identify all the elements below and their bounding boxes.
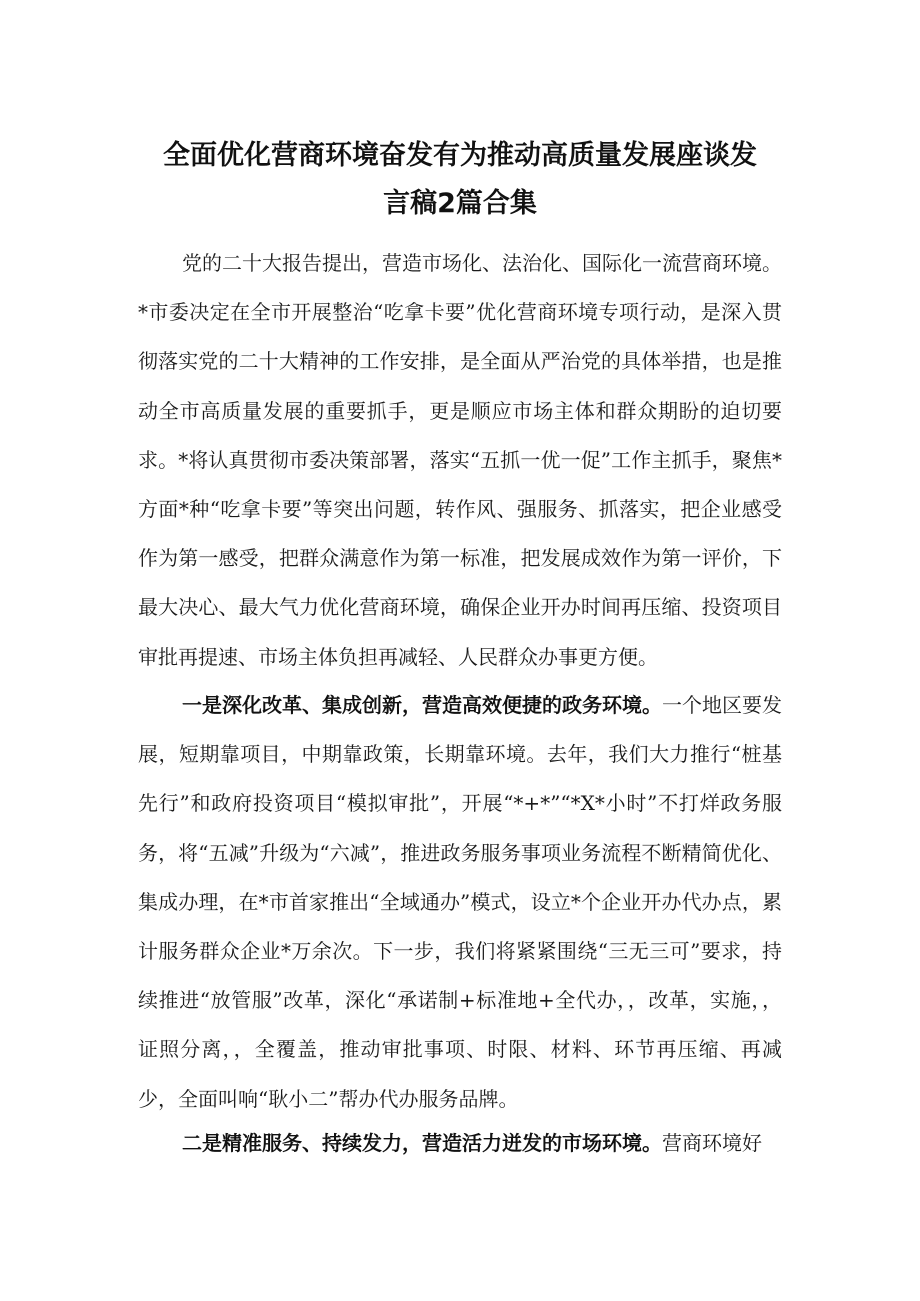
- paragraph-section-2: [138, 1119, 782, 1168]
- paragraph-intro: [138, 239, 782, 682]
- paragraph-text: 一个地区要发展，短期靠项目，中期靠政策，长期靠环境。去年，我们大力推行“桩基先行”和政府投资项目“模拟审批”，开展“*+*”“*X*小时”不打烊政务服务，将“五减”升级为“六减”，推进政务服务事项业务流程不断精简优化、集成办理，在*市首家推出“全域通办”模式，设立*个企业开办代办点，累计服务群众企业*万余次。下一步，我们将紧紧围绕“三无三可”要求，持续推进“放管服”改革，深化“承诺制+标准地+全代办，，改革，实施，，证照分离，，全覆盖，推动审批事项、时限、材料、环节再压缩、再减少，全面叫响“耿小二”帮办代办服务品牌。: [138, 693, 782, 1111]
- document-title: [120, 132, 800, 228]
- paragraph-lead: 一是深化改革、集成创新，营造高效便捷的政务环境。: [182, 693, 662, 717]
- paragraph-text: 党的二十大报告提出，营造市场化、法治化、国际化一流营商环境。*市委决定在全市开展整治“吃拿卡要”优化营商环境专项行动，是深入贯彻落实党的二十大精神的工作安排，是全面从严治党的具体举措，也是推动全市高质量发展的重要抓手，更是顺应市场主体和群众期盼的迫切要求。*将认真贯彻市委决策部署，落实“五抓一优一促”工作主抓手，聚焦*方面*种“吃拿卡要”等突出问题，转作风、强服务、抓落实，把企业感受作为第一感受，把群众满意作为第一标准，把发展成效作为第一评价，下最大决心、最大气力优化营商环境，确保企业开办时间再压缩、投资项目审批再提速、市场主体负担再减轻、人民群众办事更方便。: [138, 251, 782, 669]
- title-line-1: 全面优化营商环境奋发有为推动高质量发展座谈发: [163, 140, 757, 171]
- title-line-2: 言稿2篇合集: [383, 188, 537, 219]
- paragraph-text: 营商环境好: [662, 1131, 762, 1155]
- paragraph-lead: 二是精准服务、持续发力，营造活力迸发的市场环境。: [182, 1131, 662, 1155]
- paragraph-section-1: [138, 681, 782, 1124]
